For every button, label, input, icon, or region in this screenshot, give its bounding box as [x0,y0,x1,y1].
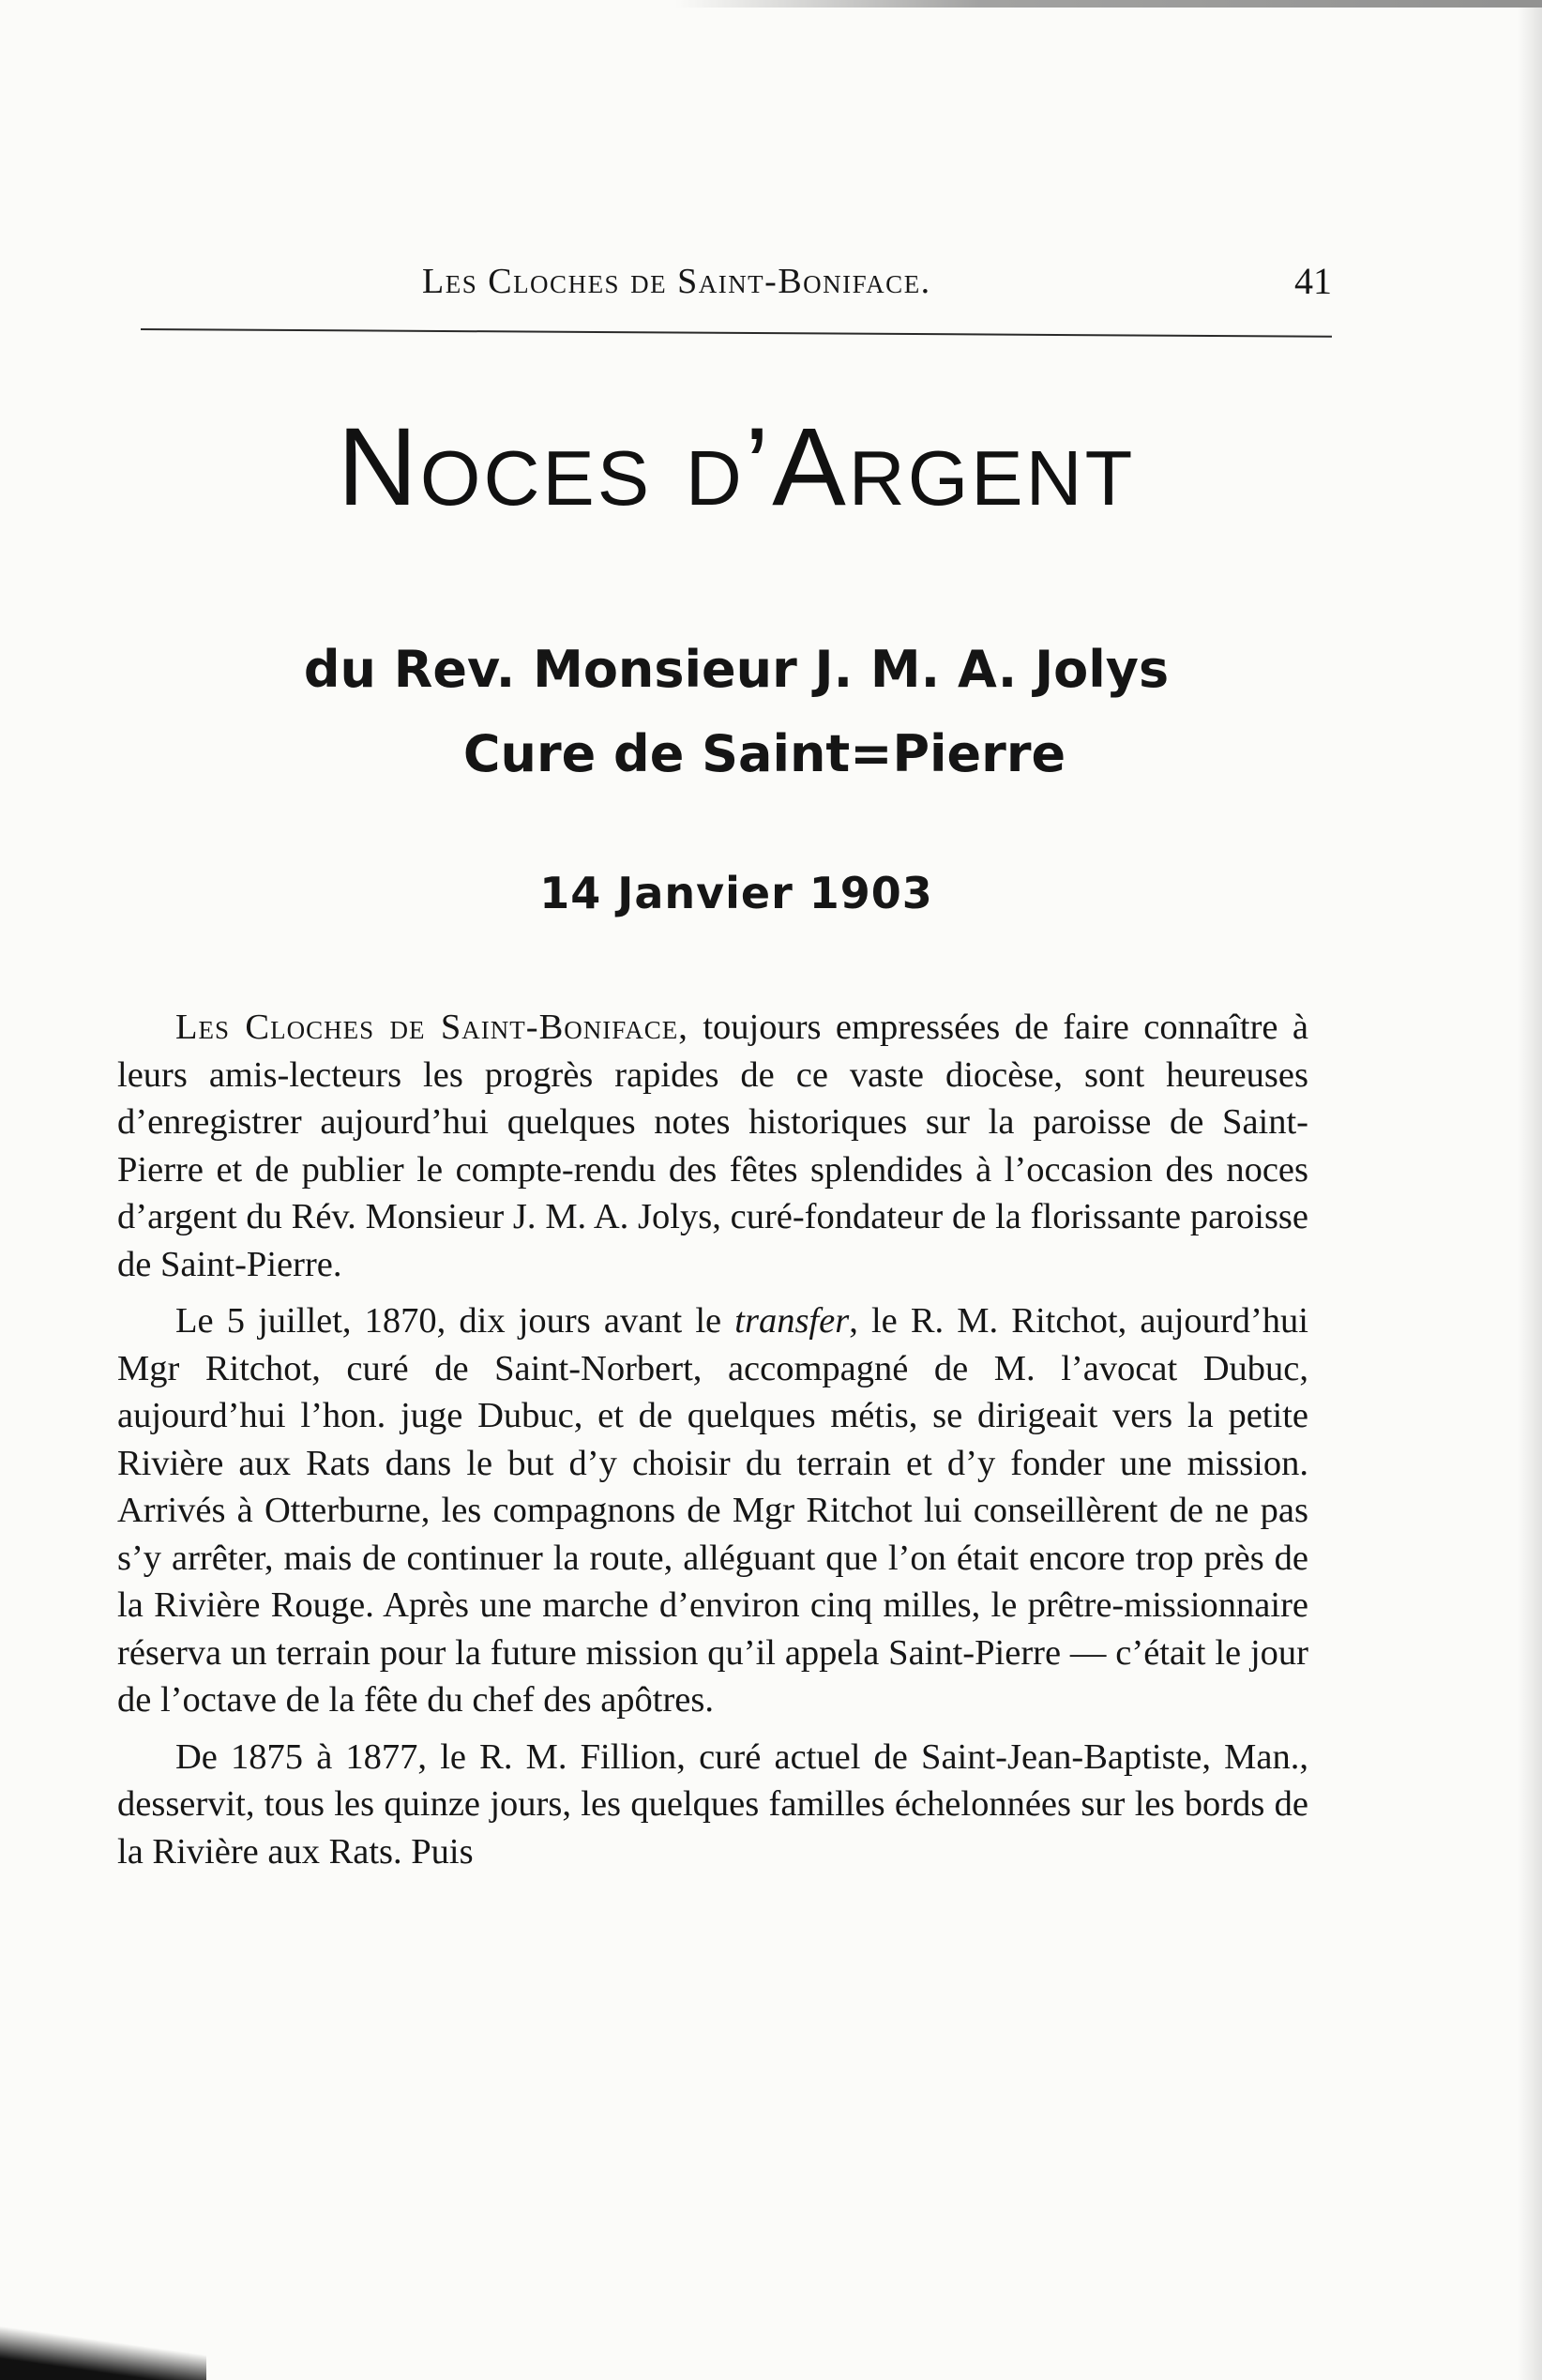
scan-corner-shadow [0,2289,206,2380]
scan-edge-right [1518,0,1542,2380]
page-number: 41 [1294,260,1332,302]
paragraph-3-text: De 1875 à 1877, le R. M. Fillion, curé actuel de Saint-Jean-Baptiste, Man., desservit, tous les quinze jours, les quelques familles échelonnées sur les bords de la Rivière aux Rats. Puis [117,1736,1308,1872]
paragraph-2-before: Le 5 juillet, 1870, dix jours avant le [175,1301,735,1341]
date-line: 14 Janvier 1903 [539,868,933,918]
paragraph-2 [117,1297,1308,1724]
paragraph-1-text: toujours empressées de faire connaître à leurs amis-lecteurs les progrès rapides de ce vaste diocèse, sont heureuses d’enregistrer aujourd’hui quelques notes historiques sur la paroisse de Saint-Pierre et de publier le compte-rendu des fêtes splendides à l’occasion des noces d’argent du Rév. Monsieur J. M. A. Jolys, curé-fondateur de la florissante paroisse de Saint-Pierre. [117,1008,1308,1284]
subtitle-line-1: du Rev. Monsieur J. M. A. Jolys [303,640,1170,699]
running-head-title: Les Cloches de Saint-Boniface. [422,262,931,301]
paragraph-1-lead: Les Cloches de Saint-Boniface, [175,1008,688,1047]
paragraph-2-emphasis: transfer [734,1301,850,1341]
paragraph-1 [117,1004,1308,1288]
header-rule [141,328,1332,338]
scan-edge-top [675,0,1542,8]
article-body [117,1004,1308,1885]
subtitle-line-2: Cure de Saint=Pierre [462,724,1066,783]
page-title: Noces d’Argent [337,405,1136,529]
paragraph-3 [117,1734,1308,1876]
running-head [141,251,1332,317]
paragraph-2-after: , le R. M. Ritchot, aujourd’hui Mgr Ritchot, curé de Saint-Norbert, accompagné de M. l’avocat Dubuc, aujourd’hui l’hon. juge Dubuc, et de quelques métis, se dirigeait vers la petite Rivière aux Rats dans le but d’y choisir du terrain et d’y fonder une mission. Arrivés à Otterburne, les compagnons de Mgr Ritchot lui conseillèrent de ne pas s’y arrêter, mais de continuer la route, alléguant que l’on était encore trop près de la Rivière Rouge. Après une marche d’environ cinq milles, le prêtre-missionnaire réserva un terrain pour la future mission qu’il appela Saint-Pierre — c’était le jour de l’octave de la fête du chef des apôtres. [117,1301,1308,1720]
